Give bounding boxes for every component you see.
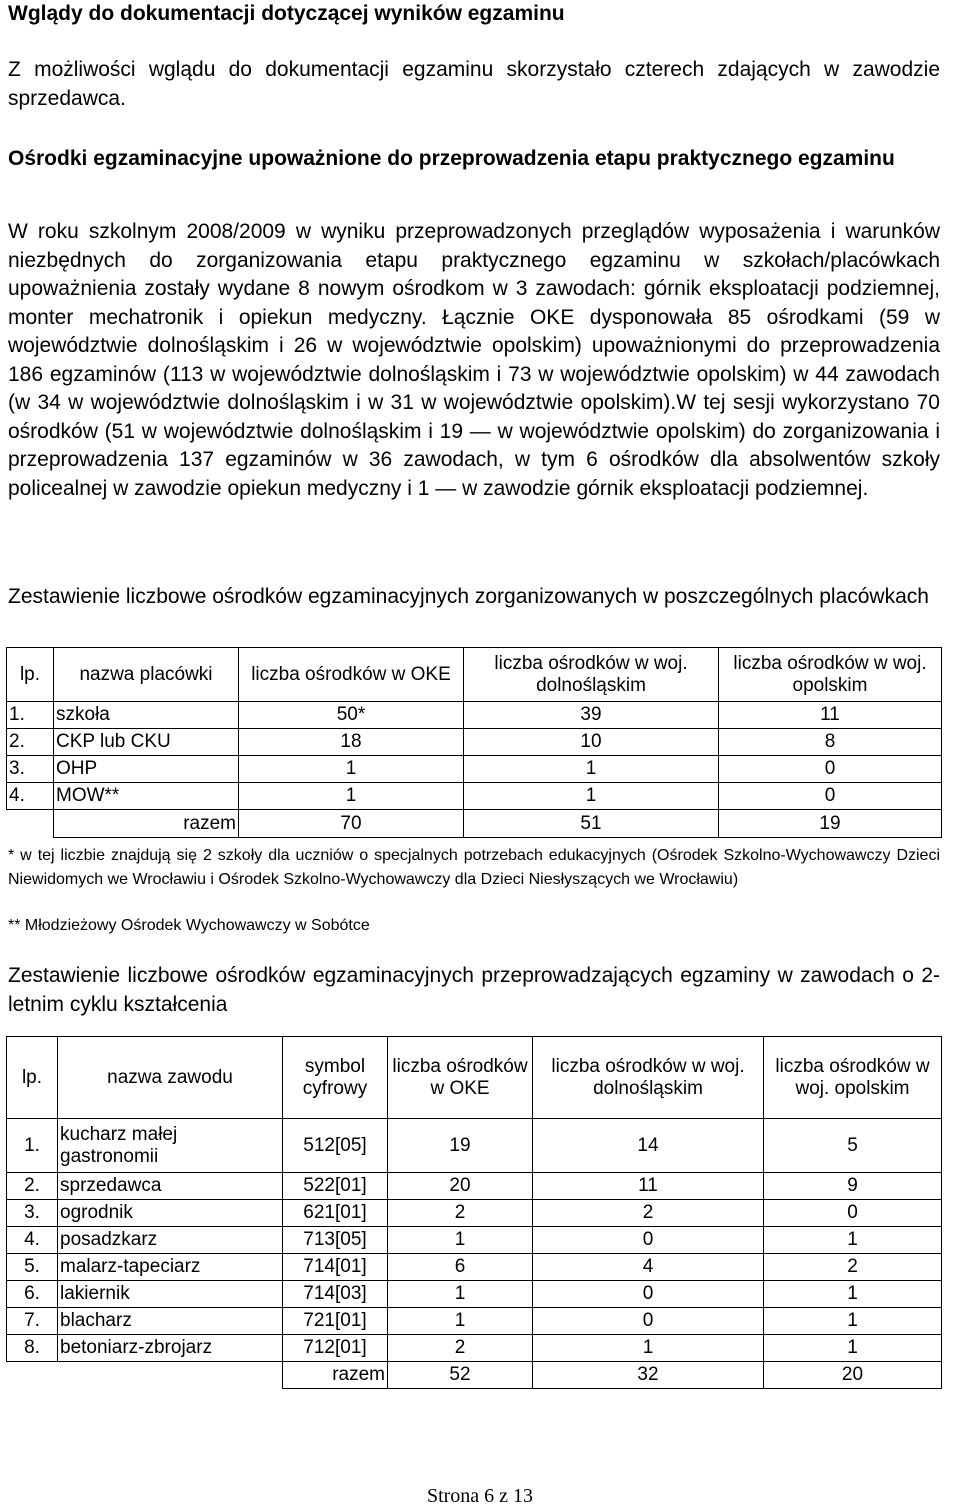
table-row <box>7 1254 942 1281</box>
table1-header-cell: nazwa placówki <box>54 648 239 702</box>
table-cell: 1 <box>764 1281 942 1308</box>
table-cell: kucharz małej gastronomii <box>58 1119 283 1173</box>
table1-total-cell: 51 <box>464 810 719 838</box>
table-cell: malarz-tapeciarz <box>58 1254 283 1281</box>
table1-header-row <box>7 648 942 702</box>
table-cell: 5 <box>764 1119 942 1173</box>
table1-header-cell: liczba ośrodków w woj. dolnośląskim <box>464 648 719 702</box>
table2-total-row <box>7 1362 942 1389</box>
table-cell: 522[01] <box>283 1173 388 1200</box>
table-row <box>7 756 942 783</box>
table-cell: 512[05] <box>283 1119 388 1173</box>
table1-caption: Zestawienie liczbowe ośrodków egzaminacyjnych zorganizowanych w poszczególnych placówkach <box>8 585 929 608</box>
table1-header-cell: liczba ośrodków w woj. opolskim <box>719 648 942 702</box>
table-cell: 19 <box>388 1119 533 1173</box>
table1-header-cell: liczba ośrodków w OKE <box>239 648 464 702</box>
table-cell: szkoła <box>54 702 239 729</box>
table-cell: 2. <box>7 729 54 756</box>
table-cell: 11 <box>719 702 942 729</box>
table-cell: 8. <box>7 1335 58 1362</box>
table-cell: posadzkarz <box>58 1227 283 1254</box>
table2-total-label: razem <box>283 1362 388 1389</box>
section-heading-wglady: Wglądy do dokumentacji dotyczącej wyników egzaminu <box>8 2 565 25</box>
table-row <box>7 1308 942 1335</box>
table-cell: 0 <box>719 783 942 810</box>
table2-total-cell: 32 <box>533 1362 764 1389</box>
table2-header-cell: nazwa zawodu <box>58 1037 283 1119</box>
table-cell: 39 <box>464 702 719 729</box>
table-cell: 2 <box>388 1335 533 1362</box>
table-cell: 714[03] <box>283 1281 388 1308</box>
table1-footnote-1: * w tej liczbie znajdują się 2 szkoły dla uczniów o specjalnych potrzebach edukacyjnych (Ośrodek Szkolno-Wychowawczy Dzieci Niewidomych we Wrocławiu i Ośrodek Szkolno-Wychowawczy dla Dzieci Niesłyszących we Wrocławiu) <box>8 847 940 888</box>
table-cell: ogrodnik <box>58 1200 283 1227</box>
table-cell: 1 <box>388 1281 533 1308</box>
table2-header-row <box>7 1037 942 1119</box>
table-cell: 3. <box>7 1200 58 1227</box>
table-row <box>7 1281 942 1308</box>
table1-total-cell: 70 <box>239 810 464 838</box>
table2-header-cell: liczba ośrodków w woj. opolskim <box>764 1037 942 1119</box>
table-cell: 0 <box>533 1281 764 1308</box>
table2-header-cell: lp. <box>7 1037 58 1119</box>
table-row <box>7 1335 942 1362</box>
table1-total-row <box>7 810 942 838</box>
table-cell: 10 <box>464 729 719 756</box>
table-cell: 1 <box>764 1308 942 1335</box>
page-number: Strona 6 z 13 <box>426 1485 534 1507</box>
table-cell: 721[01] <box>283 1308 388 1335</box>
table2-caption: Zestawienie liczbowe ośrodków egzaminacyjnych przeprowadzających egzaminy w zawodach o 2-letnim cyklu kształcenia <box>8 964 940 1016</box>
table-cell: 0 <box>533 1308 764 1335</box>
table-cell: 1. <box>7 702 54 729</box>
table-cell: 712[01] <box>283 1335 388 1362</box>
table-cell: 20 <box>388 1173 533 1200</box>
osrodki-paragraph: W roku szkolnym 2008/2009 w wyniku przeprowadzonych przeglądów wyposażenia i warunków niezbędnych do zorganizowania etapu praktycznego egzaminu w szkołach/placówkach upoważnienia zostały wydane 8 nowym ośrodkom w 3 zawodach: górnik eksploatacji podziemnej, monter mechatronik i opiekun medyczny. Łącznie OKE dysponowała 85 ośrodkami (59 w województwie dolnośląskim i 26 w województwie opolskim) upoważnionymi do przeprowadzenia 186 egzaminów (113 w województwie dolnośląskim i 73 w województwie opolskim) w 44 zawodach (w 34 w województwie dolnośląskim i w 31 w województwie opolskim).W tej sesji wykorzystano 70 ośrodków (51 w województwie dolnośląskim i 19 — w województwie opolskim) do zorganizowania i przeprowadzenia 137 egzaminów w 36 zawodach, w tym 6 ośrodków dla absolwentów szkoły policealnej w zawodzie opiekun medyczny i 1 — w zawodzie górnik eksploatacji podziemnej. <box>8 220 940 500</box>
table-cell: 4. <box>7 1227 58 1254</box>
table-cell: 2 <box>388 1200 533 1227</box>
table-cell: 714[01] <box>283 1254 388 1281</box>
table-row <box>7 1200 942 1227</box>
table-cell: 11 <box>533 1173 764 1200</box>
table-cell: lakiernik <box>58 1281 283 1308</box>
table-cell: 0 <box>719 756 942 783</box>
table-cell: 1 <box>764 1227 942 1254</box>
table-cell: CKP lub CKU <box>54 729 239 756</box>
table-cell: MOW** <box>54 783 239 810</box>
table-cell: 9 <box>764 1173 942 1200</box>
table-cell: 1 <box>464 756 719 783</box>
table-cell: blacharz <box>58 1308 283 1335</box>
table-cell: 1 <box>388 1227 533 1254</box>
table-cell: 621[01] <box>283 1200 388 1227</box>
table2-total-cell: 52 <box>388 1362 533 1389</box>
table-cell: 6. <box>7 1281 58 1308</box>
wglady-paragraph: Z możliwości wglądu do dokumentacji egzaminu skorzystało czterech zdających w zawodzie sprzedawca. <box>8 58 940 110</box>
table-cell: 6 <box>388 1254 533 1281</box>
table-cell: betoniarz-zbrojarz <box>58 1335 283 1362</box>
table1-footnote-2: ** Młodzieżowy Ośrodek Wychowawczy w Sobótce <box>8 917 370 934</box>
table1-total-cell: 19 <box>719 810 942 838</box>
table-cell: 1 <box>239 783 464 810</box>
table-cell: 8 <box>719 729 942 756</box>
table-row <box>7 702 942 729</box>
table-cell: 713[05] <box>283 1227 388 1254</box>
table-cell: 2 <box>533 1200 764 1227</box>
table2-total-cell: 20 <box>764 1362 942 1389</box>
table-cell: 4. <box>7 783 54 810</box>
table-placowki <box>6 647 942 838</box>
table-cell: 4 <box>533 1254 764 1281</box>
table-cell: 1 <box>388 1308 533 1335</box>
table1-header-cell: lp. <box>7 648 54 702</box>
table2-header-cell: liczba ośrodków w OKE <box>388 1037 533 1119</box>
table-cell: 1 <box>533 1335 764 1362</box>
table-row <box>7 729 942 756</box>
table-zawody <box>6 1036 942 1389</box>
table-cell: 5. <box>7 1254 58 1281</box>
table-cell: OHP <box>54 756 239 783</box>
table-cell: 0 <box>764 1200 942 1227</box>
table-cell: 2 <box>764 1254 942 1281</box>
table1-total-label: razem <box>54 810 239 838</box>
table-cell: sprzedawca <box>58 1173 283 1200</box>
table-cell: 18 <box>239 729 464 756</box>
table-row <box>7 1119 942 1173</box>
table-cell: 0 <box>533 1227 764 1254</box>
table-cell: 1 <box>239 756 464 783</box>
table-cell: 3. <box>7 756 54 783</box>
table-row <box>7 1227 942 1254</box>
table2-header-cell: liczba ośrodków w woj. dolnośląskim <box>533 1037 764 1119</box>
table-cell: 1 <box>464 783 719 810</box>
table-cell: 1. <box>7 1119 58 1173</box>
table-row <box>7 1173 942 1200</box>
table2-header-cell: symbol cyfrowy <box>283 1037 388 1119</box>
table-cell: 1 <box>764 1335 942 1362</box>
table-cell: 14 <box>533 1119 764 1173</box>
table-row <box>7 783 942 810</box>
table-cell: 7. <box>7 1308 58 1335</box>
section-heading-osrodki: Ośrodki egzaminacyjne upoważnione do przeprowadzenia etapu praktycznego egzaminu <box>8 147 895 170</box>
table-cell: 50* <box>239 702 464 729</box>
table-cell: 2. <box>7 1173 58 1200</box>
